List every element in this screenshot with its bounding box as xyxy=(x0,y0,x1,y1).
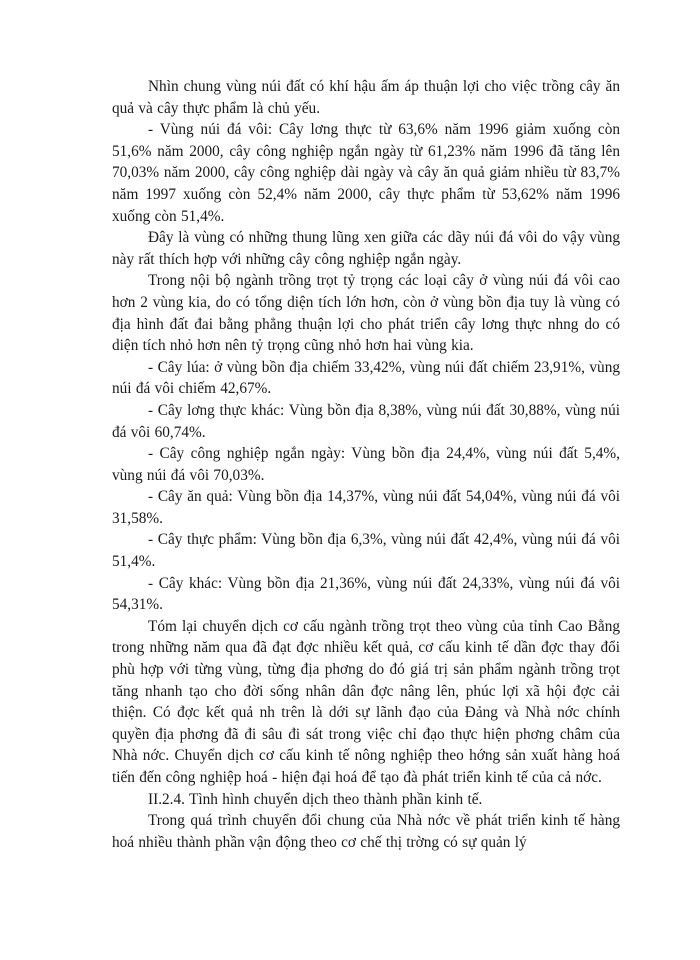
list-item-vegetables: - Cây thực phẩm: Vùng bồn địa 6,3%, vùng núi đất 42,4%, vùng núi đá vôi 51,4%. xyxy=(112,531,620,571)
list-item-short-term-industrial: - Cây công nghiệp ngắn ngày: Vùng bồn địa 24,4%, vùng núi đất 5,4%, vùng núi đá vôi 70,03%. xyxy=(112,445,620,484)
list-item-fruit-trees: - Cây ăn quả: Vùng bồn địa 14,37%, vùng núi đất 54,04%, vùng núi đá vôi 31,58%. xyxy=(112,488,620,527)
paragraph-summary-mountain-soil: Nhìn chung vùng núi đất có khí hậu ấm áp thuận lợi cho việc trồng cây ăn quả và cây thực phẩm là chủ yếu. xyxy=(112,78,620,117)
paragraph-valleys: Đây là vùng có những thung lũng xen giữa các dãy núi đá vôi do vậy vùng này rất thích hợp với những cây công nghiệp ngắn ngày. xyxy=(112,229,620,268)
paragraph-transition-process: Trong quá trình chuyển đổi chung của Nhà nớc về phát triển kinh tế hàng hoá nhiều thành phần vận động theo cơ chế thị trờng có sự quản lý xyxy=(112,812,620,851)
list-item-other-food-crops: - Cây lơng thực khác: Vùng bồn địa 8,38%, vùng núi đất 30,88%, vùng núi đá vôi 60,74%. xyxy=(112,401,620,441)
section-heading-2-2-4: II.2.4. Tình hình chuyển dịch theo thành phần kinh tế. xyxy=(148,790,483,808)
paragraph-conclusion: Tóm lại chuyển dịch cơ cấu ngành trồng trọt theo vùng của tỉnh Cao Bằng trong những năm qua đã đạt đợc nhiều kết quả, cơ cấu kinh tế dần đợc thay đổi phù hợp với từng vùng, từng địa phơng do đó giá trị sản phẩm ngành trồng trọt tăng nhanh tạo cho đời sống nhân dân đợc nâng lên, phúc lợi xã hội đợc cải thiện. Có đợc kết quả nh trên là dới sự lãnh đạo của Đảng và Nhà nớc chính quyền địa phơng đã đi sâu đi sát trong việc chỉ đạo thực hiện phơng châm của Nhà nớc. Chuyển dịch cơ cấu kinh tế nông nghiệp theo hớng sản xuất hàng hoá tiến đến công nghiệp hoá - hiện đại hoá để tạo đà phát triển kinh tế của cả nớc. xyxy=(112,617,620,786)
paragraph-limestone-region: - Vùng núi đá vôi: Cây lơng thực từ 63,6% năm 1996 giảm xuống còn 51,6% năm 2000, cây công nghiệp ngắn ngày từ 61,23% năm 1996 đã tăng lên 70,03% năm 2000, cây công nghiệp dài ngày và cây ăn quả giảm nhiều từ 83,7% năm 1997 xuống còn 52,4% năm 2000, cây thực phẩm từ 53,62% năm 1996 xuống còn 51,4%. xyxy=(112,121,620,225)
list-item-rice: - Cây lúa: ở vùng bồn địa chiếm 33,42%, vùng núi đất chiếm 23,91%, vùng núi đá vôi chiếm 42,67%. xyxy=(112,358,620,398)
list-item-other-crops: - Cây khác: Vùng bồn địa 21,36%, vùng núi đất 24,33%, vùng núi đá vôi 54,31%. xyxy=(112,574,620,614)
paragraph-crop-proportion: Trong nội bộ ngành trồng trọt tỷ trọng các loại cây ở vùng núi đá vôi cao hơn 2 vùng kia, do có tổng diện tích lớn hơn, còn ở vùng bồn địa tuy là vùng có địa hình đất đai bằng phẳng thuận lợi cho phát triển cây lơng thực nhng do có diện tích nhỏ hơn nên tỷ trọng cũng nhỏ hơn hai vùng kia. xyxy=(112,272,620,355)
